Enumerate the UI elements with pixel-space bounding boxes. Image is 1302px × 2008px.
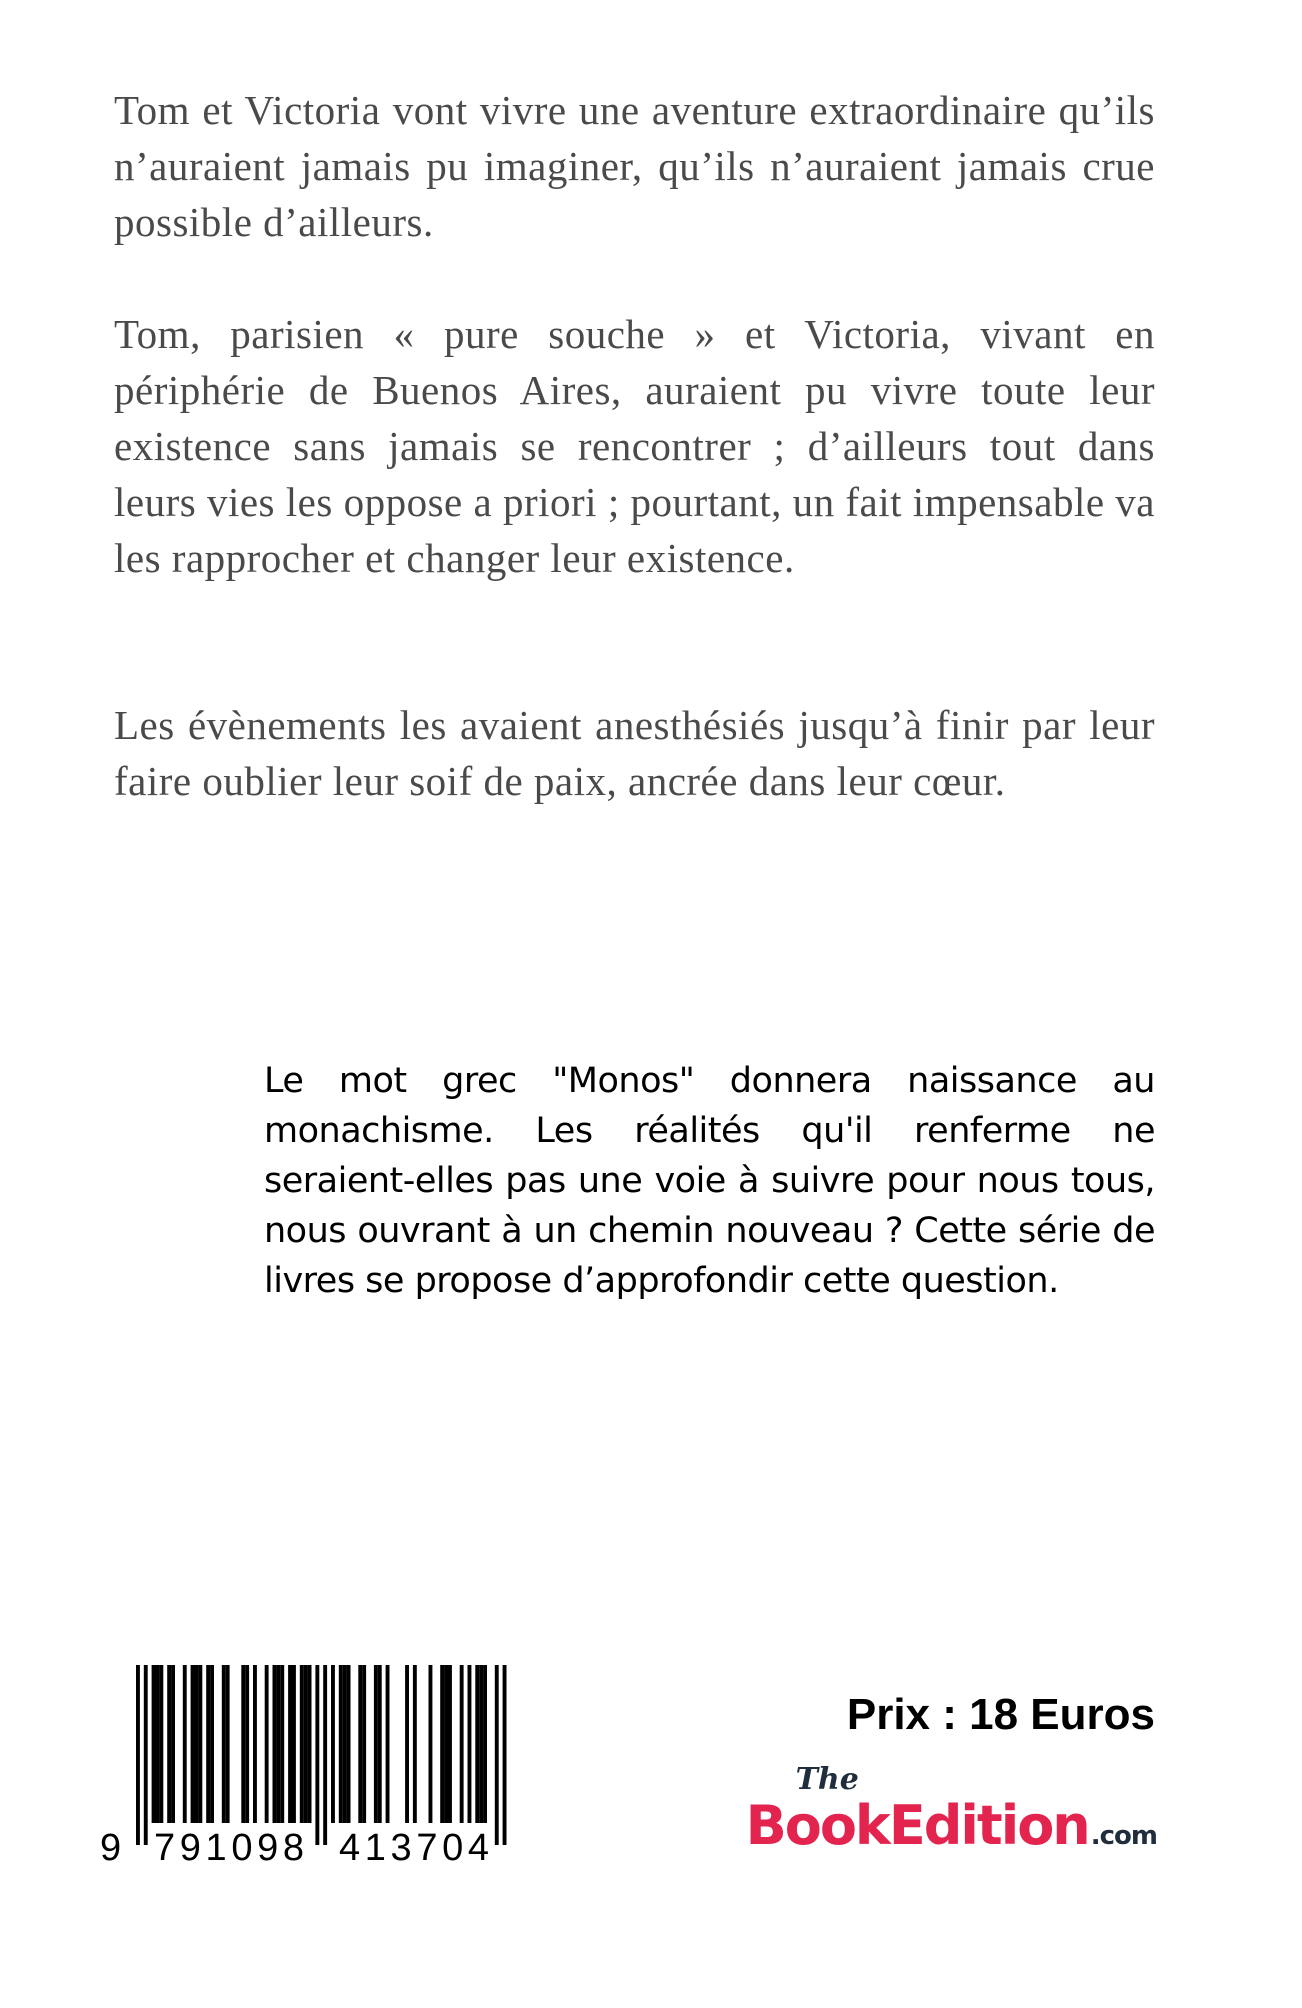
barcode-bar bbox=[210, 1665, 214, 1823]
barcode-bar bbox=[339, 1665, 343, 1823]
barcode-bar bbox=[479, 1665, 483, 1823]
barcode-bar bbox=[245, 1665, 249, 1823]
barcode-bar bbox=[183, 1665, 187, 1823]
barcode-bar bbox=[386, 1665, 390, 1823]
barcode-bar bbox=[483, 1665, 487, 1823]
barcode-bar bbox=[276, 1665, 280, 1823]
barcode-bar bbox=[144, 1665, 148, 1845]
barcode-bar bbox=[253, 1665, 257, 1823]
barcode-bar bbox=[331, 1665, 335, 1823]
barcode-bar bbox=[300, 1665, 304, 1823]
price-label: Prix : 18 Euros bbox=[846, 1690, 1155, 1739]
logo-the: The bbox=[795, 1762, 859, 1797]
barcode-bar bbox=[475, 1665, 479, 1823]
barcode-bar bbox=[448, 1665, 452, 1823]
barcode-bar bbox=[378, 1665, 382, 1823]
bookedition-logo bbox=[746, 1764, 1157, 1856]
blurb-paragraph-1: Tom et Victoria vont vivre une aventure extraordinaire qu’ils n’auraient jamais pu imaginer, qu’ils n’auraient jamais crue possible d’ailleurs. bbox=[114, 87, 1155, 245]
barcode-bar bbox=[222, 1665, 226, 1823]
barcode-bar bbox=[152, 1665, 156, 1823]
barcode-bar bbox=[167, 1665, 171, 1823]
barcode-bar bbox=[280, 1665, 284, 1823]
logo-brand: BookEdition bbox=[745, 1794, 1089, 1857]
barcode-bar bbox=[273, 1665, 277, 1823]
barcode-bar bbox=[195, 1665, 199, 1823]
barcode-bar bbox=[308, 1665, 312, 1823]
barcode-bar bbox=[503, 1665, 507, 1845]
barcode-bar bbox=[347, 1665, 351, 1823]
barcode-right-digits: 413704 bbox=[339, 1827, 489, 1865]
barcode-bar bbox=[468, 1665, 472, 1823]
barcode-bar bbox=[315, 1665, 319, 1845]
barcode-bar bbox=[358, 1665, 362, 1823]
barcode-bar bbox=[413, 1665, 417, 1823]
barcode-bar bbox=[343, 1665, 347, 1823]
blurb-paragraph-3: Les évènements les avaient anesthésiés jusqu’à finir par leur faire oublier leur soif de paix, ancrée dans leur cœur. bbox=[114, 702, 1155, 804]
logo-domain: .com bbox=[1090, 1821, 1157, 1851]
barcode-bar bbox=[444, 1665, 448, 1823]
barcode-bar bbox=[374, 1665, 378, 1823]
barcode-bar bbox=[191, 1665, 195, 1823]
barcode-bar bbox=[226, 1665, 230, 1823]
barcode-bar bbox=[460, 1665, 464, 1823]
barcode-bar bbox=[429, 1665, 433, 1823]
barcode-left-digits: 791098 bbox=[154, 1827, 304, 1865]
barcode-bar bbox=[136, 1665, 140, 1845]
barcode-bar bbox=[171, 1665, 175, 1823]
barcode-bar bbox=[292, 1665, 296, 1823]
barcode-bar bbox=[198, 1665, 202, 1823]
barcode-bar bbox=[159, 1665, 163, 1823]
barcode-bar bbox=[241, 1665, 245, 1823]
barcode-bar bbox=[323, 1665, 327, 1845]
barcode-bar bbox=[304, 1665, 308, 1823]
barcode-bar bbox=[156, 1665, 160, 1823]
barcode-bar bbox=[362, 1665, 366, 1823]
barcode-bar bbox=[495, 1665, 499, 1845]
barcode-bar bbox=[265, 1665, 269, 1823]
logo-wordmark bbox=[746, 1796, 1157, 1856]
series-description: Le mot grec "Monos" donnera naissance au monachisme. Les réalités qu'il renferme ne seraient-elles pas une voie à suivre pour nous tous, nous ouvrant à un chemin nouveau ? Cette série de livres se propose d’approfondir cette question. bbox=[264, 1061, 1155, 1301]
barcode-bar bbox=[288, 1665, 292, 1823]
blurb-paragraph-2: Tom, parisien « pure souche » et Victoria, vivant en périphérie de Buenos Aires, auraient pu vivre toute leur existence sans jamais se rencontrer ; d’ailleurs tout dans leurs vies les oppose a priori ; pourtant, un fait impensable va les rapprocher et changer leur existence. bbox=[114, 311, 1155, 581]
barcode-bar bbox=[440, 1665, 444, 1823]
barcode-bar bbox=[206, 1665, 210, 1823]
isbn-barcode bbox=[96, 1665, 516, 1865]
barcode-bar bbox=[405, 1665, 409, 1823]
barcode-first-digit: 9 bbox=[100, 1827, 122, 1865]
